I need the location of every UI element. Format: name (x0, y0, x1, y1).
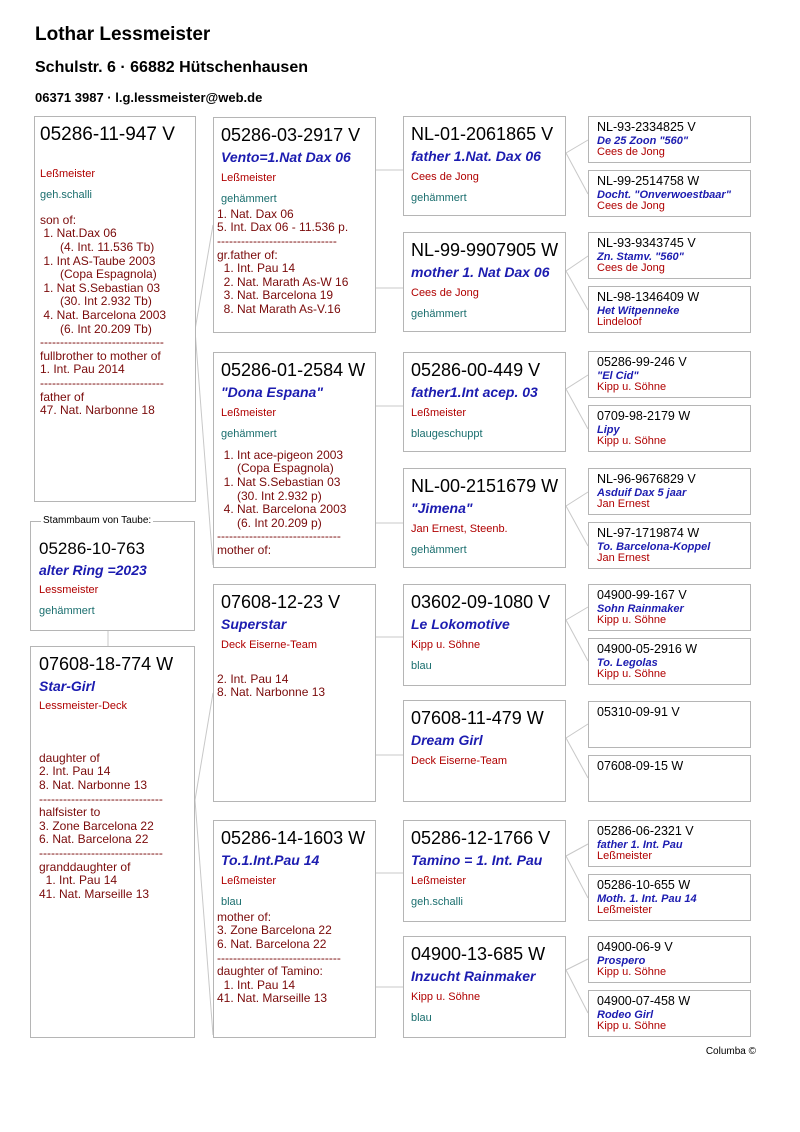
owner: Leßmeister (221, 171, 277, 184)
pigeon-name: "Dona Espana" (221, 383, 323, 400)
pigeon-name: Zn. Stamv. "560" (597, 250, 684, 263)
pigeon-name: father1.Int acep. 03 (411, 383, 538, 400)
pedigree-legend: Stammbaum von Taube: (43, 515, 152, 526)
owner: Kipp u. Söhne (411, 638, 481, 651)
pigeon-name: Het Witpenneke (597, 304, 680, 317)
parent-card[interactable] (213, 820, 376, 1038)
great-grandparent-card[interactable] (588, 232, 751, 279)
pigeon-name: father 1. Int. Pau (597, 838, 683, 851)
grandparent-card[interactable] (403, 700, 566, 802)
pigeon-name: mother 1. Nat Dax 06 (411, 263, 550, 280)
ring-number: NL-93-9343745 V (597, 236, 696, 250)
owner: Cees de Jong (411, 170, 479, 183)
pigeon-name: "El Cid" (597, 369, 639, 382)
pigeon-name: Moth. 1. Int. Pau 14 (597, 892, 697, 905)
grandparent-card[interactable] (403, 352, 566, 452)
parent-card[interactable] (213, 584, 376, 802)
pigeon-name: Le Lokomotive (411, 615, 510, 632)
pigeon-name: Dream Girl (411, 731, 483, 748)
pigeon-name: Star-Girl (39, 677, 96, 694)
performance-notes: 1. Int ace-pigeon 2003 (Copa Espagnola) 1. Nat S.Sebastian 03 (30. Int 2.932 p) 4. Nat. Barcelona 2003 (6. Int 20.209 p) ------------------------------- mother of: (217, 447, 347, 558)
ring-number: NL-01-2061865 V (411, 124, 554, 144)
owner: Kipp u. Söhne (597, 381, 667, 394)
pigeon-name: To.1.Int.Pau 14 (221, 851, 320, 868)
pigeon-name: Inzucht Rainmaker (411, 967, 536, 984)
performance-notes: 1. Nat. Dax 06 5. Int. Dax 06 - 11.536 p. ------------------------------ gr.father of: 1. Int. Pau 14 2. Nat. Marath As-W 16 3. Nat. Barcelona 19 8. Nat Marath As-V.16 (217, 206, 349, 317)
feather-color: geh.schalli (40, 188, 92, 201)
feather-color: gehämmert (411, 191, 467, 204)
owner: Deck Eiserne-Team (411, 754, 507, 767)
ring-number: 04900-05-2916 W (597, 642, 698, 656)
owner: Cees de Jong (411, 286, 479, 299)
parent-card[interactable] (213, 117, 376, 333)
ring-number: 04900-07-458 W (597, 994, 691, 1008)
pigeon-name: alter Ring =2023 (39, 561, 147, 578)
grandparent-card[interactable] (403, 820, 566, 922)
ring-number: 05286-99-246 V (597, 355, 687, 369)
great-grandparent-card[interactable] (588, 286, 751, 333)
great-grandparent-card[interactable] (588, 755, 751, 802)
ring-number: NL-98-1346409 W (597, 290, 700, 304)
ring-number: NL-97-1719874 W (597, 526, 700, 540)
feather-color: blau (411, 659, 432, 672)
grandparent-card[interactable] (403, 116, 566, 216)
ring-number: 05286-14-1603 W (221, 828, 366, 848)
great-grandparent-card[interactable] (588, 936, 751, 983)
subject-card[interactable] (34, 116, 196, 502)
pigeon-name: To. Legolas (597, 656, 658, 669)
performance-notes: son of: 1. Nat.Dax 06 (4. Int. 11.536 Tb) 1. Int AS-Taube 2003 (Copa Espagnola) 1. Nat S.Sebastian 03 (30. Int 2.932 Tb) 4. Nat. Barcelona 2003 (6. Int 20.209 Tb) ------------------------------- fullbrother to mother of 1. Int. Pau 2014 ------------------------------- father of 47. Nat. Narbonne 18 (40, 212, 167, 418)
great-grandparent-card[interactable] (588, 701, 751, 748)
ring-number: 05286-06-2321 V (597, 824, 694, 838)
great-grandparent-card[interactable] (588, 584, 751, 631)
ring-number: 07608-18-774 W (39, 654, 174, 674)
ring-number: 05286-01-2584 W (221, 360, 366, 380)
ring-number: 05286-10-763 (39, 539, 145, 558)
breeder-address: Schulstr. 6 · 66882 Hütschenhausen (35, 59, 308, 76)
pigeon-name: Prospero (597, 954, 646, 967)
pigeon-name: Asduif Dax 5 jaar (597, 486, 687, 499)
ring-number: 05286-00-449 V (411, 360, 541, 380)
great-grandparent-card[interactable] (588, 522, 751, 569)
pigeon-name: Tamino = 1. Int. Pau (411, 851, 543, 868)
feather-color: gehämmert (411, 307, 467, 320)
grandparent-card[interactable] (403, 936, 566, 1038)
great-grandparent-card[interactable] (588, 874, 751, 921)
pigeon-name: To. Barcelona-Koppel (597, 540, 711, 553)
pigeon-name: Docht. "Onverwoestbaar" (597, 188, 731, 201)
ring-number: NL-99-2514758 W (597, 174, 700, 188)
ring-number: 04900-13-685 W (411, 944, 546, 964)
pigeon-name: De 25 Zoon "560" (597, 134, 689, 147)
great-grandparent-card[interactable] (588, 468, 751, 515)
owner: Jan Ernest (597, 552, 650, 565)
owner: Deck Eiserne-Team (221, 638, 317, 651)
ring-number: 05286-03-2917 V (221, 125, 361, 145)
pigeon-name: Sohn Rainmaker (597, 602, 684, 615)
feather-color: blau (411, 1011, 432, 1024)
owner: Leßmeister (597, 850, 653, 863)
breeder-name: Lothar Lessmeister (35, 24, 211, 45)
owner: Leßmeister (411, 874, 467, 887)
owner: Kipp u. Söhne (597, 1020, 667, 1033)
great-grandparent-card[interactable] (588, 351, 751, 398)
feather-color: geh.schalli (411, 895, 463, 908)
owner: Lindeloof (597, 316, 642, 329)
grandparent-card[interactable] (403, 584, 566, 686)
breeder-contact: 06371 3987 · l.g.lessmeister@web.de (35, 90, 263, 105)
grandparent-card[interactable] (403, 468, 566, 568)
owner: Kipp u. Söhne (411, 990, 481, 1003)
pigeon-name: Rodeo Girl (597, 1008, 654, 1021)
performance-notes: mother of: 3. Zone Barcelona 22 6. Nat. Barcelona 22 ------------------------------- daughter of Tamino: 1. Int. Pau 14 41. Nat. Marseille 13 (217, 909, 341, 1006)
great-grandparent-card[interactable] (588, 638, 751, 685)
pigeon-name: "Jimena" (411, 499, 473, 516)
ring-number: NL-99-9907905 W (411, 240, 559, 260)
owner: Leßmeister (221, 406, 277, 419)
ring-number: 03602-09-1080 V (411, 592, 551, 612)
owner: Jan Ernest (597, 498, 650, 511)
software-credit: Columba © (705, 1046, 756, 1057)
ring-number: 05286-12-1766 V (411, 828, 551, 848)
feather-color: gehämmert (221, 427, 277, 440)
ring-number: NL-96-9676829 V (597, 472, 696, 486)
great-grandparent-card[interactable] (588, 405, 751, 452)
pigeon-name: Vento=1.Nat Dax 06 (221, 148, 351, 165)
ring-number: 05286-11-947 V (40, 124, 175, 145)
owner: Cees de Jong (597, 200, 665, 213)
owner: Lessmeister (39, 583, 99, 596)
owner: Kipp u. Söhne (597, 614, 667, 627)
owner: Leßmeister (40, 167, 96, 180)
owner: Leßmeister (221, 874, 277, 887)
owner: Lessmeister-Deck (39, 699, 128, 712)
owner: Leßmeister (597, 904, 653, 917)
great-grandparent-card[interactable] (588, 820, 751, 867)
owner: Leßmeister (411, 406, 467, 419)
feather-color: gehämmert (411, 543, 467, 556)
ring-number: 07608-12-23 V (221, 592, 341, 612)
owner: Kipp u. Söhne (597, 668, 667, 681)
grandparent-card[interactable] (403, 232, 566, 332)
feather-color: blau (221, 895, 242, 908)
ring-number: 04900-99-167 V (597, 588, 687, 602)
mate-card[interactable] (30, 646, 195, 1038)
owner: Kipp u. Söhne (597, 435, 667, 448)
performance-notes: 2. Int. Pau 14 8. Nat. Narbonne 13 (217, 671, 326, 700)
great-grandparent-card[interactable] (588, 170, 751, 217)
owner: Jan Ernest, Steenb. (411, 522, 508, 535)
great-grandparent-card[interactable] (588, 990, 751, 1037)
parent-card[interactable] (213, 352, 376, 568)
ring-number: 07608-11-479 W (411, 708, 544, 728)
pigeon-name: Lipy (597, 423, 620, 436)
ring-number: 07608-09-15 W (597, 759, 684, 773)
great-grandparent-card[interactable] (588, 116, 751, 163)
owner: Cees de Jong (597, 146, 665, 159)
pigeon-name: Superstar (221, 615, 287, 632)
ring-number: NL-00-2151679 W (411, 476, 559, 496)
ring-number: 04900-06-9 V (597, 940, 673, 954)
alt-ring-card[interactable] (30, 521, 195, 631)
feather-color: gehämmert (221, 192, 277, 205)
feather-color: blaugeschuppt (411, 427, 483, 440)
ring-number: 05286-10-655 W (597, 878, 691, 892)
ring-number: 05310-09-91 V (597, 705, 680, 719)
owner: Cees de Jong (597, 262, 665, 275)
ring-number: 0709-98-2179 W (597, 409, 691, 423)
feather-color: gehämmert (39, 604, 95, 617)
owner: Kipp u. Söhne (597, 966, 667, 979)
ring-number: NL-93-2334825 V (597, 120, 696, 134)
pigeon-name: father 1.Nat. Dax 06 (411, 147, 541, 164)
performance-notes: daughter of 2. Int. Pau 14 8. Nat. Narbonne 13 ------------------------------- halfsister to 3. Zone Barcelona 22 6. Nat. Barcelona 22 ------------------------------- granddaughter of 1. Int. Pau 14 41. Nat. Marseille 13 (39, 750, 163, 901)
